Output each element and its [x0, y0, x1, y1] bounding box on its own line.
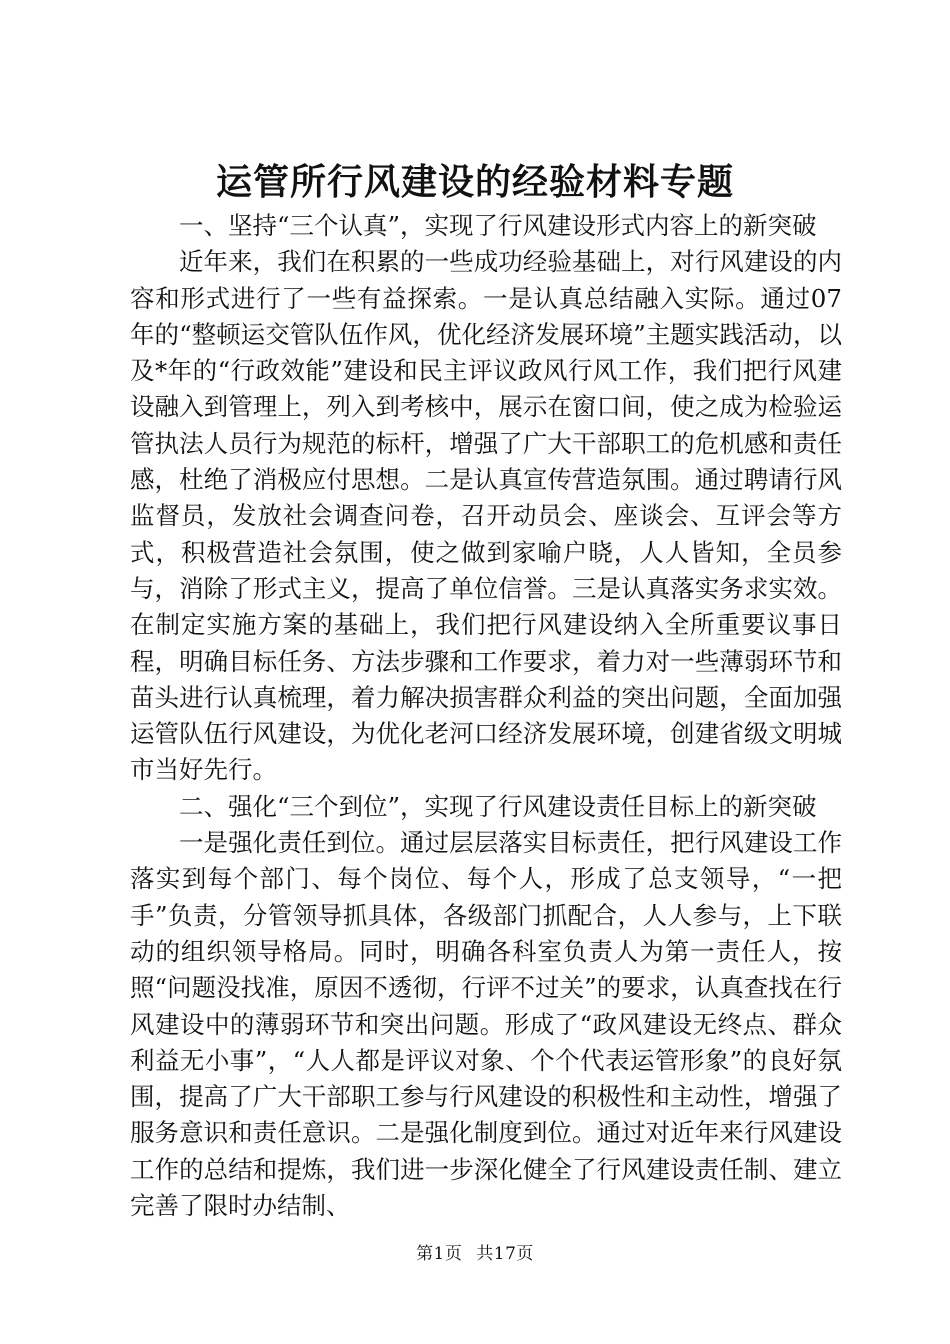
- page-total: 共17页: [476, 1244, 534, 1264]
- document-body: [130, 208, 842, 1224]
- page-footer: [0, 1243, 950, 1265]
- section-heading-2: 二、强化“三个到位”，实现了行风建设责任目标上的新突破: [179, 791, 817, 821]
- document-title: 运管所行风建设的经验材料专题: [215, 161, 734, 203]
- body-paragraph-2: 一是强化责任到位。通过层层落实目标责任，把行风建设工作落实到每个部门、每个岗位、每个人，形成了总支领导，“一把手”负责，分管领导抓具体，各级部门抓配合，人人参与，上下联动的组织领导格局。同时，明确各科室负责人为第一责任人，按照“问题没找准，原因不透彻，行评不过关”的要求，认真查找在行风建设中的薄弱环节和突出问题。形成了“政风建设无终点、群众利益无小事”，“人人都是评议对象、个个代表运管形象”的良好氛围，提高了广大干部职工参与行风建设的积极性和主动性，增强了服务意识和责任意识。二是强化制度到位。通过对近年来行风建设工作的总结和提炼，我们进一步深化健全了行风建设责任制、建立完善了限时办结制、: [130, 828, 842, 1221]
- body-paragraph-1: 近年来，我们在积累的一些成功经验基础上，对行风建设的内容和形式进行了一些有益探索。一是认真总结融入实际。通过07年的“整顿运交管队伍作风，优化经济发展环境”主题实践活动，以及*年的“行政效能”建设和民主评议政风行风工作，我们把行风建设融入到管理上，列入到考核中，展示在窗口间，使之成为检验运管执法人员行为规范的标杆，增强了广大干部职工的危机感和责任感，杜绝了消极应付思想。二是认真宣传营造氛围。通过聘请行风监督员，发放社会调查问卷，召开动员会、座谈会、互评会等方式，积极营造社会氛围，使之做到家喻户晓，人人皆知，全员参与，消除了形式主义，提高了单位信誉。三是认真落实务求实效。在制定实施方案的基础上，我们把行风建设纳入全所重要议事日程，明确目标任务、方法步骤和工作要求，着力对一些薄弱环节和苗头进行认真梳理，着力解决损害群众利益的突出问题，全面加强运管队伍行风建设，为优化老河口经济发展环境，创建省级文明城市当好先行。: [130, 247, 842, 785]
- section-heading-1: 一、坚持“三个认真”，实现了行风建设形式内容上的新突破: [179, 211, 817, 240]
- page-number: 第1页: [416, 1244, 463, 1264]
